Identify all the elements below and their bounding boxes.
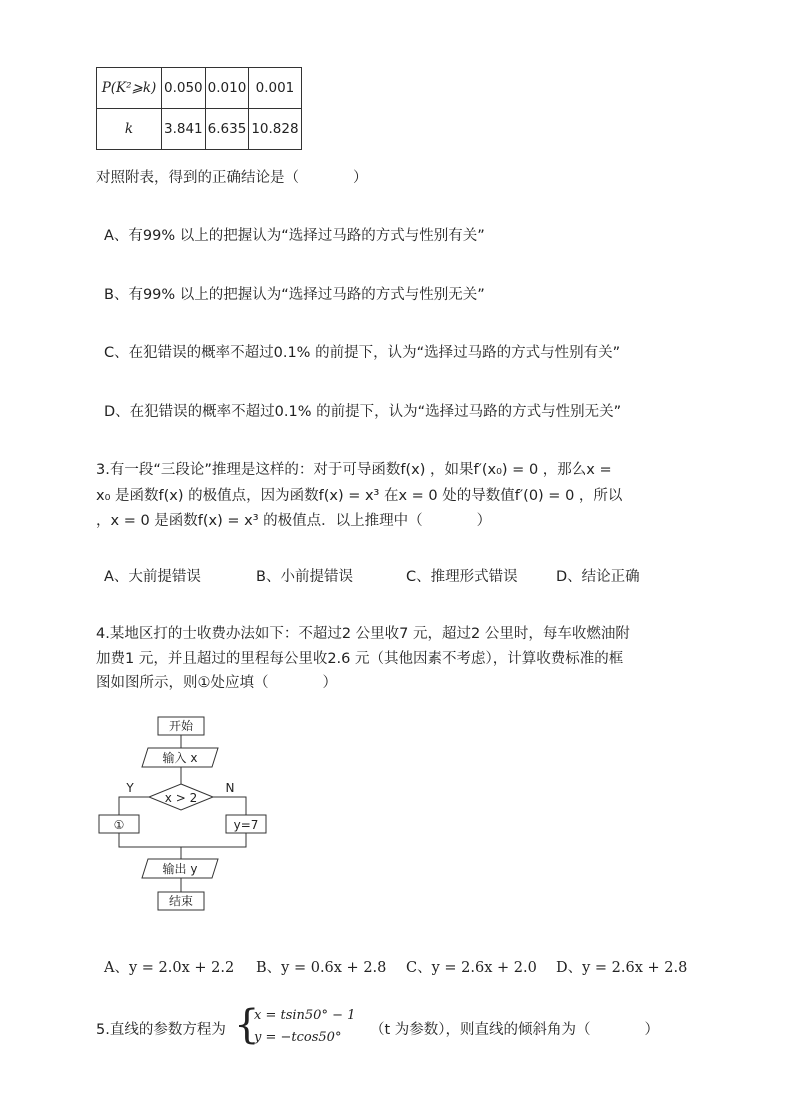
flowchart-input-label: 输入 x — [162, 751, 198, 765]
q2-close: ） — [353, 170, 368, 186]
q5-prefix: 5.直线的参数方程为 — [96, 1022, 226, 1038]
q4-line-1: 4.某地区打的士收费办法如下：不超过2 公里收7 元，超过2 公里时，每车收燃油附 — [96, 626, 630, 642]
q3-line-1: 3.有一段“三段论”推理是这样的：对于可导函数f(x) ，如果f′(x₀) = 0 ，那么x = — [96, 462, 612, 478]
table-row — [97, 68, 302, 109]
q3-option-b: B、小前提错误 — [256, 569, 353, 585]
table-cell: 0.050 — [162, 68, 206, 109]
q4-option-d: D、y = 2.6x + 2.8 — [556, 960, 688, 976]
flowchart-output-label: 输出 y — [162, 862, 198, 876]
q5-close: ） — [644, 1022, 660, 1038]
flowchart-end-label: 结束 — [168, 894, 194, 908]
q3-option-d: D、结论正确 — [556, 569, 640, 585]
q2-option-a: A、有99% 以上的把握认为“选择过马路的方式与性别有关” — [104, 228, 485, 244]
flowchart-no-box-label: y=7 — [233, 818, 259, 832]
q4-line-3 — [96, 671, 337, 692]
q3-option-c: C、推理形式错误 — [406, 569, 518, 585]
flowchart-no-label: N — [225, 781, 235, 795]
q3-option-a: A、大前提错误 — [104, 569, 201, 585]
flowchart-condition-label: x > 2 — [164, 791, 198, 805]
q3-close: ） — [476, 513, 492, 529]
q5-eq1: x = tsin50° − 1 — [254, 1008, 356, 1023]
q2-prompt — [96, 166, 368, 187]
flowchart-yes-label: Y — [126, 781, 134, 795]
table-cell: k — [97, 109, 162, 150]
flowchart-start-label: 开始 — [168, 719, 194, 733]
table-cell: 3.841 — [162, 109, 206, 150]
q4-line-3-text: 图如图所示，则①处应填（ — [96, 675, 269, 691]
q3-line-3-text: ，x = 0 是函数f(x) = x³ 的极值点．以上推理中（ — [96, 513, 423, 529]
q4-option-b: B、y = 0.6x + 2.8 — [256, 960, 387, 976]
table-cell: 6.635 — [205, 109, 249, 150]
q2-option-c: C、在犯错误的概率不超过0.1% 的前提下，认为“选择过马路的方式与性别有关” — [104, 345, 621, 361]
table-cell: P(K²⩾k) — [97, 68, 162, 109]
q5-suffix-line — [370, 1018, 659, 1039]
q2-option-b: B、有99% 以上的把握认为“选择过马路的方式与性别无关” — [104, 287, 485, 303]
q5-suffix: （t 为参数），则直线的倾斜角为（ — [370, 1022, 591, 1038]
q3-line-3 — [96, 509, 491, 530]
taxi-fare-flowchart — [96, 714, 286, 914]
brace-glyph: { — [234, 1002, 260, 1048]
q4-line-2: 加费1 元，并且超过的里程每公里收2.6 元（其他因素不考虑），计算收费标准的框 — [96, 651, 624, 667]
critical-value-table — [96, 67, 302, 150]
q5-eq2: y = −tcos50° — [254, 1030, 342, 1045]
q2-prompt-text: 对照附表，得到的正确结论是（ — [96, 170, 299, 186]
table-cell: 10.828 — [249, 109, 301, 150]
flowchart-yes-box-label: ① — [113, 818, 125, 832]
q4-option-c: C、y = 2.6x + 2.0 — [406, 960, 537, 976]
table-cell: 0.010 — [205, 68, 249, 109]
q4-option-a: A、y = 2.0x + 2.2 — [104, 960, 235, 976]
table-row — [97, 109, 302, 150]
q3-line-2: x₀ 是函数f(x) 的极值点，因为函数f(x) = x³ 在x = 0 处的导数值f′(0) = 0 ，所以 — [96, 488, 623, 504]
q4-close: ） — [322, 675, 337, 691]
table-cell: 0.001 — [249, 68, 301, 109]
q2-option-d: D、在犯错误的概率不超过0.1% 的前提下，认为“选择过马路的方式与性别无关” — [104, 404, 622, 420]
